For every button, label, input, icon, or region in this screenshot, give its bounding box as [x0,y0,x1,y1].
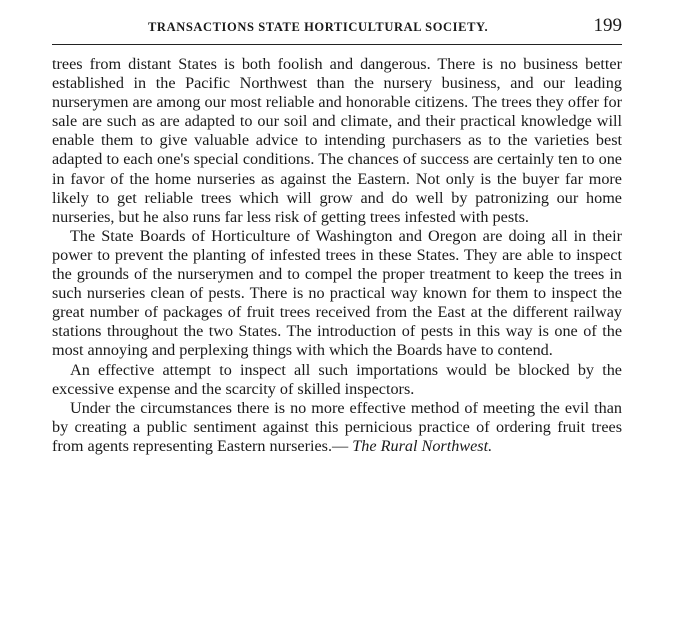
source-attribution: The Rural Northwest. [352,436,493,455]
paragraph-3: An effective attempt to inspect all such importations would be blocked by the excessive expense and the scarcity of skilled inspectors. [52,360,622,398]
page-header [52,12,622,38]
document-page [52,12,622,456]
running-head: TRANSACTIONS STATE HORTICULTURAL SOCIETY. [148,20,489,34]
paragraph-4-text: Under the circumstances there is no more effective method of meeting the evil than by creating a public sentiment against this pernicious practice of ordering fruit trees from agents representing Eastern nurseries.— [52,398,622,455]
header-rule [52,44,622,45]
article-body [52,55,622,456]
page-number: 199 [593,15,622,36]
paragraph-4 [52,399,622,456]
paragraph-2: The State Boards of Horticulture of Washington and Oregon are doing all in their power to prevent the planting of infested trees in these States. They are able to inspect the grounds of the nurserymen and to compel the proper treatment to keep the trees in such nurseries clean of pests. There is no practical way known for them to inspect the great number of packages of fruit trees received from the East at the different railway stations throughout the two States. The introduction of pests in this way is one of the most annoying and perplexing things with which the Boards have to contend. [52,226,622,360]
paragraph-1: trees from distant States is both foolish and dangerous. There is no business better established in the Pacific Northwest than the nursery business, and our leading nurserymen are among our most reliable and honorable citizens. The trees they offer for sale are such as are adapted to our soil and climate, and their practical knowledge will enable them to give valuable advice to intending purchasers as to the varieties best adapted to each one's special conditions. The chances of success are certainly ten to one in favor of the home nurseries as against the Eastern. Not only is the buyer far more likely to get reliable trees which will grow and do well by patronizing our home nurseries, but he also runs far less risk of getting trees infested with pests. [52,55,622,226]
